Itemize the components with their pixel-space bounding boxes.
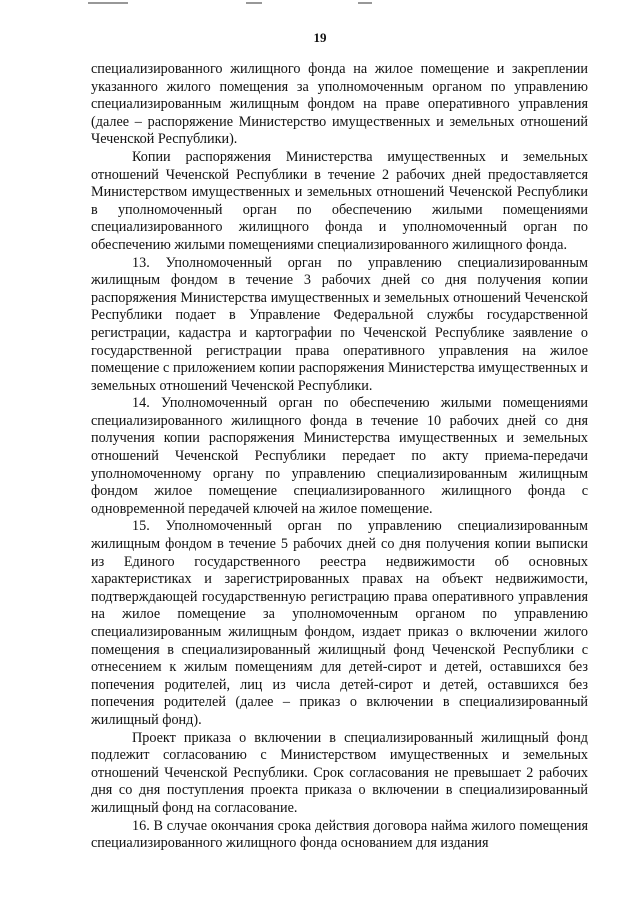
scan-mark (246, 2, 262, 4)
paragraph: Копии распоряжения Министерства имущественных и земельных отношений Чеченской Республики в течение 2 рабочих дней предоставляется Министерством имущественных и земельных отношений Чеченской Республики в уполномоченный орган по обеспечению жилыми помещениями специализированного жилищного фонда и уполномоченный орган по обеспечению жилыми помещениями специализированного жилищного фонда. (91, 148, 588, 253)
scan-edge-marks (0, 0, 640, 8)
paragraph: 14. Уполномоченный орган по обеспечению жилыми помещениями специализированного жилищного фонда в течение 10 рабочих дней со дня получения копии распоряжения Министерства имущественных и земельных отношений Чеченской Республики передает по акту приема-передачи уполномоченному органу по управлению специализированным жилищным фондом жилое помещение специализированного жилищного фонда с одновременной передачей ключей на жилое помещение. (91, 395, 588, 517)
scan-mark (358, 2, 372, 4)
page-number: 19 (313, 30, 327, 45)
paragraph: 16. В случае окончания срока действия договора найма жилого помещения специализированного жилищного фонда основанием для издания (91, 817, 588, 852)
paragraph: Проект приказа о включении в специализированный жилищный фонд подлежит согласованию с Министерством имущественных и земельных отношений Чеченской Республики. Срок согласования не превышает 2 рабочих дня со дня поступления проекта приказа о включении в специализированный жилищный фонд на согласование. (91, 729, 588, 816)
paragraph: 15. Уполномоченный орган по управлению специализированным жилищным фондом в течение 5 рабочих дней со дня получения копии выписки из Единого государственного реестра недвижимости об основных характеристиках и зарегистрированных правах на объект недвижимости, подтверждающей государственную регистрацию права оперативного управления на жилое помещение за уполномоченным органом по управлению специализированным жилищным фондом, издает приказ о включении жилого помещения в специализированный жилищный фонд Чеченской Республики с отнесением к жилым помещениям для детей-сирот и детей, оставшихся без попечения родителей, лиц из числа детей-сирот и детей, оставшихся без попечения родителей (далее – приказ о включении в специализированный жилищный фонд). (91, 518, 588, 728)
paragraph: 13. Уполномоченный орган по управлению специализированным жилищным фондом в течение 3 рабочих дней со дня получения копии распоряжения Министерства имущественных и земельных отношений Чеченской Республики подает в Управление Федеральной службы государственной регистрации, кадастра и картографии по Чеченской Республике заявление о государственной регистрации права оперативного управления на жилое помещение с приложением копии распоряжения Министерства имущественных и земельных отношений Чеченской Республики. (91, 254, 588, 394)
scan-mark (88, 2, 128, 4)
paragraph: специализированного жилищного фонда на жилое помещение и закреплении указанного жилого помещения за уполномоченным органом по управлению специализированным жилищным фондом на праве оперативного управления (далее – распоряжение Министерство имущественных и земельных отношений Чеченской Республики). (91, 61, 588, 148)
document-body (91, 61, 588, 853)
